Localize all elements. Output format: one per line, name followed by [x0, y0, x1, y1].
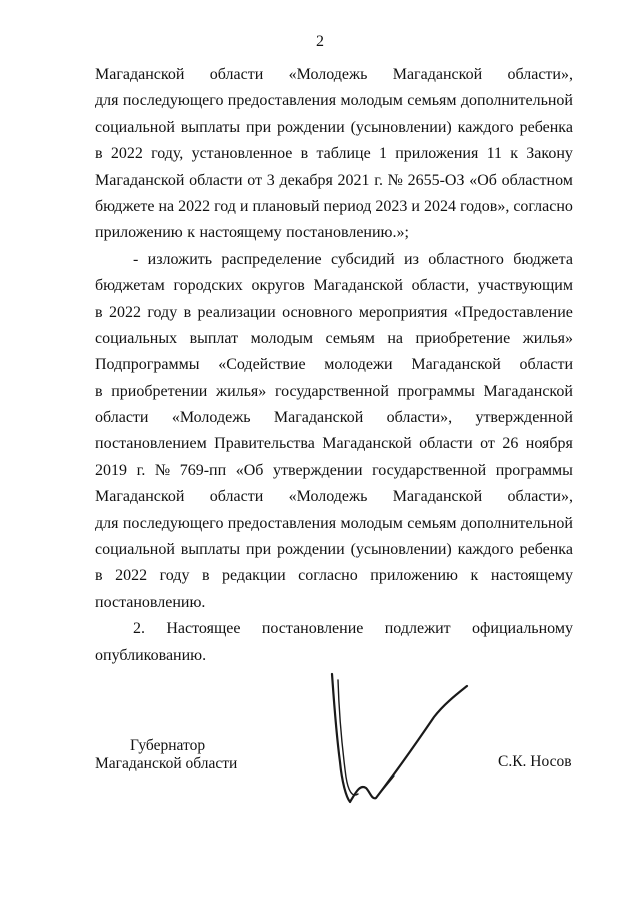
word: бюджета: [513, 250, 573, 268]
word: плановый: [252, 197, 320, 215]
word: области: [209, 66, 264, 83]
word: выплаты: [180, 118, 241, 136]
word: от: [480, 435, 495, 453]
text-line: [95, 563, 573, 589]
word: «Об: [235, 461, 264, 479]
word: Магаданской: [313, 277, 403, 295]
word: Подпрограммы: [95, 356, 200, 374]
word: настоящему: [490, 567, 573, 585]
word: приложению: [95, 224, 183, 242]
page-number: 2: [316, 33, 324, 50]
word: бюджетам: [95, 277, 165, 295]
text-line: [95, 405, 573, 431]
word: семьям: [325, 329, 375, 347]
word: в: [201, 567, 210, 585]
word: официальному: [472, 620, 573, 638]
word: жилья»: [216, 382, 267, 400]
word: 2022: [178, 197, 211, 215]
word: -: [133, 250, 139, 268]
word: семьям: [407, 514, 457, 532]
word: Настоящее: [166, 620, 241, 638]
word: области: [95, 409, 149, 427]
word: ребенка: [519, 541, 573, 559]
word: году: [159, 567, 190, 585]
word: в: [95, 567, 103, 585]
word: изложить: [147, 250, 213, 268]
text-line: [95, 326, 573, 352]
word: реализации: [197, 303, 276, 321]
text-line: [95, 616, 573, 642]
word: 2023: [375, 197, 408, 215]
word: Магаданской: [95, 171, 185, 189]
word: округов: [251, 277, 305, 295]
word: в: [95, 145, 103, 163]
word: из: [404, 250, 419, 268]
word: на: [158, 197, 175, 215]
word: дополнительной: [460, 92, 573, 110]
signature-stroke-tail: [376, 776, 394, 798]
word: области: [209, 488, 264, 506]
word: №: [387, 171, 403, 189]
signer-name: С.К. Носов: [498, 753, 572, 770]
word: 26: [502, 435, 519, 453]
word: последующего: [122, 92, 224, 110]
word: от: [247, 171, 263, 189]
word: в: [300, 145, 309, 163]
word: «Молодежь: [288, 66, 368, 83]
word: области»,: [507, 488, 573, 506]
word: предоставления: [227, 514, 337, 532]
word: социальной: [95, 118, 175, 136]
text-line: [95, 431, 573, 457]
word: №: [154, 461, 171, 479]
word: согласно: [513, 197, 573, 215]
word: государственной: [372, 461, 487, 479]
word: согласно: [298, 567, 358, 585]
signature-stroke-main: [332, 674, 467, 802]
word: молодежи: [324, 356, 393, 374]
word: предоставления: [227, 92, 337, 110]
word: социальной: [95, 541, 175, 559]
word: постановлением: [95, 435, 207, 453]
word: 2655-ОЗ: [407, 171, 465, 189]
word: в: [183, 303, 192, 321]
text-line: [95, 247, 573, 273]
word: утверждении: [273, 461, 363, 479]
word: редакции: [222, 567, 286, 585]
word: к: [510, 145, 519, 163]
signer-title-line-1: Губернатор: [130, 737, 206, 754]
word: молодым: [340, 92, 403, 110]
word: постановлению.»;: [286, 224, 409, 242]
text-line: [95, 88, 573, 114]
text-line: [95, 379, 573, 405]
word: дополнительной: [460, 514, 573, 532]
word: в: [95, 382, 103, 400]
word: приложения: [395, 145, 479, 163]
word: участвующим: [477, 277, 573, 295]
word: для: [95, 514, 119, 532]
word: г.: [136, 461, 146, 479]
text-line: [95, 537, 573, 563]
document-body: [95, 62, 573, 669]
word: области,: [411, 277, 470, 295]
word: «Об: [469, 171, 497, 189]
word: и: [239, 197, 249, 215]
word: государственной: [274, 382, 389, 400]
word: «Молодежь: [171, 409, 251, 427]
word: (усыновлении): [350, 541, 452, 559]
text-line: [95, 300, 573, 326]
word: в: [95, 303, 103, 321]
word: к: [187, 224, 195, 242]
word: 2021: [337, 171, 370, 189]
word: 2024: [423, 197, 456, 215]
word: 3: [266, 171, 275, 189]
word: субсидий: [330, 250, 395, 268]
word: семьям: [407, 92, 457, 110]
word: каждого: [457, 118, 514, 136]
word: ноября: [525, 435, 573, 453]
text-line: [95, 643, 573, 669]
word: Магаданской: [322, 435, 412, 453]
word: 2022: [110, 145, 143, 163]
word: рождении: [277, 541, 345, 559]
word: молодым: [340, 514, 403, 532]
word: настоящему: [199, 224, 282, 242]
word: Магаданской: [411, 356, 501, 374]
word: каждого: [457, 541, 514, 559]
word: областном: [501, 171, 573, 189]
word: годов»,: [459, 197, 510, 215]
word: 2.: [133, 620, 145, 638]
word: программы: [397, 382, 475, 400]
word: бюджете: [95, 197, 155, 215]
text-line: [95, 352, 573, 378]
word: «Содействие: [218, 356, 306, 374]
signer-title: [95, 737, 237, 773]
word: приобретение: [415, 329, 511, 347]
handwritten-signature: [322, 672, 472, 817]
text-line: [95, 458, 573, 484]
word: Магаданской: [95, 488, 185, 506]
text-line: [95, 484, 573, 510]
word: «Предоставление: [453, 303, 573, 321]
word: таблице: [316, 145, 371, 163]
text-line: [95, 511, 573, 537]
word: последующего: [122, 514, 224, 532]
word: Магаданской: [483, 382, 573, 400]
word: и: [411, 197, 420, 215]
word: области»,: [386, 409, 453, 427]
word: Магаданской: [273, 409, 364, 427]
word: 2022: [115, 567, 148, 585]
word: Правительства: [214, 435, 315, 453]
word: областного: [428, 250, 504, 268]
word: Магаданской: [95, 66, 185, 83]
word: области: [419, 435, 473, 453]
word: распределение: [221, 250, 322, 268]
word: области: [519, 356, 573, 374]
word: утвержденной: [475, 409, 573, 427]
text-line: [95, 273, 573, 299]
word: программы: [495, 461, 573, 479]
word: основного: [282, 303, 353, 321]
word: социальных: [95, 329, 178, 347]
word: к: [470, 567, 479, 585]
word: году: [147, 303, 178, 321]
word: 11: [486, 145, 502, 163]
word: «Молодежь: [288, 488, 368, 506]
word: Закону: [526, 145, 573, 163]
word: постановление: [261, 620, 364, 638]
word: при: [246, 541, 272, 559]
word: установленное: [191, 145, 293, 163]
word: 769-пп: [179, 461, 227, 479]
word: Магаданской: [392, 66, 483, 83]
word: выплат: [189, 329, 239, 347]
word: на: [387, 329, 404, 347]
word: (усыновлении): [350, 118, 452, 136]
word: год: [214, 197, 236, 215]
word: опубликованию.: [95, 646, 207, 664]
text-line: [95, 62, 573, 88]
word: выплаты: [180, 541, 241, 559]
word: Магаданской: [392, 488, 483, 506]
word: 2019: [95, 461, 127, 479]
word: постановлению.: [95, 593, 206, 611]
word: период: [323, 197, 372, 215]
word: подлежит: [384, 620, 451, 638]
word: г.: [374, 171, 383, 189]
word: декабря: [279, 171, 333, 189]
word: жилья»: [522, 329, 573, 347]
text-line: [95, 220, 573, 246]
word: молодым: [250, 329, 314, 347]
word: городских: [173, 277, 243, 295]
word: области»,: [507, 66, 573, 83]
word: мероприятия: [358, 303, 448, 321]
text-line: [95, 141, 573, 167]
text-line: [95, 590, 573, 616]
text-line: [95, 115, 573, 141]
word: приложению: [370, 567, 458, 585]
text-line: [95, 168, 573, 194]
word: рождении: [277, 118, 345, 136]
text-line: [95, 194, 573, 220]
word: при: [246, 118, 272, 136]
word: ребенка: [519, 118, 573, 136]
word: для: [95, 92, 119, 110]
word: году,: [151, 145, 184, 163]
word: 1: [378, 145, 387, 163]
word: приобретении: [111, 382, 208, 400]
word: области: [189, 171, 243, 189]
signer-title-line-2: Магаданской области: [95, 755, 238, 772]
word: 2022: [108, 303, 141, 321]
